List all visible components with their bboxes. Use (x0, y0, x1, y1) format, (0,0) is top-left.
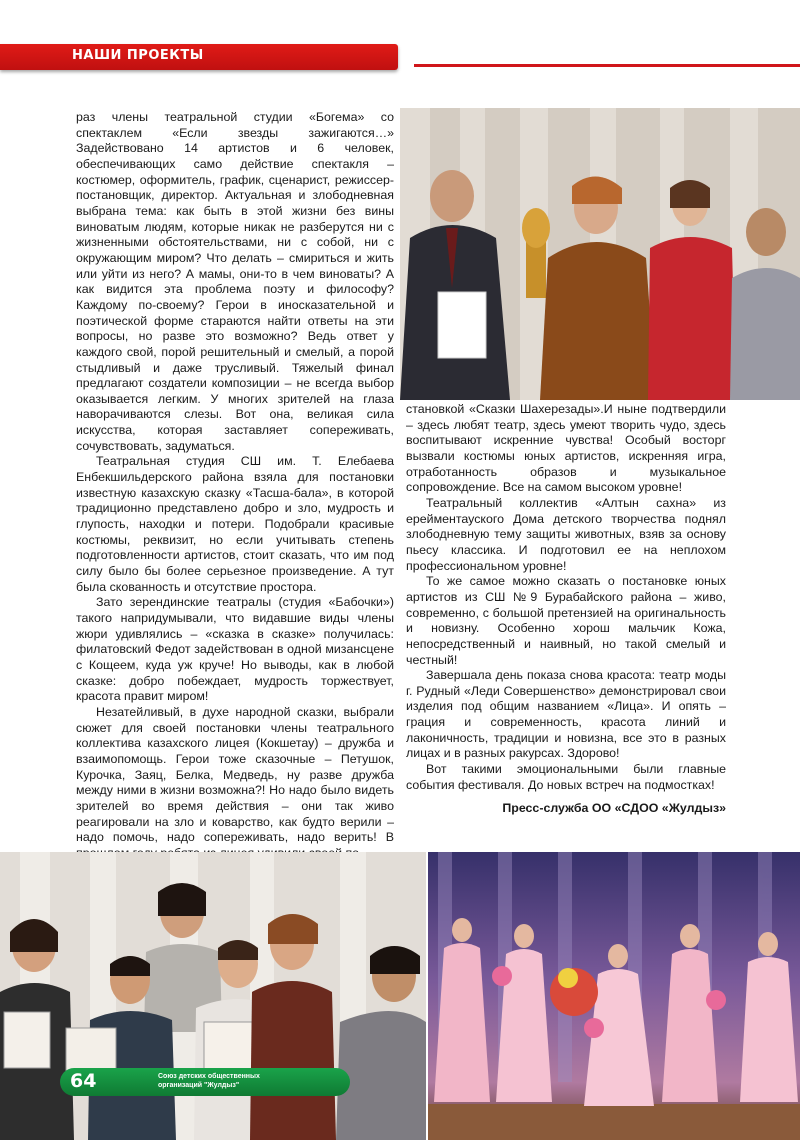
photo-award-ceremony (400, 108, 800, 400)
page-footer-badge (60, 1068, 350, 1096)
footer-org-name: Союз детских общественных организаций "Жулдыз" (158, 1073, 260, 1089)
header-rule (414, 64, 800, 67)
article-column-right (406, 402, 726, 817)
section-title: НАШИ ПРОЕКТЫ (72, 48, 204, 63)
paragraph: раз члены театральной студии «Богема» со спектаклем «Если звезды зажигаются…» Задействовано 14 артистов и 6 человек, обеспечивающих само действие спектакля – костюмер, оформитель, график, сценарист, режиссер-постановщик, директор. Актуальная и злободневная выбрана тема: как быть в этой жизни без вины виноватым людям, которые никак не разберутся ни с жизненными обстоятельствами, ни с собой, ни с окружающим миром? Что делать – смириться и жить или уйти из него? А мамы, они-то в чем виноваты? А как видится эта проблема поэту и философу? Каждому по-своему? Герои в иносказательной и поэтической форме стараются найти ответы на эти вопросы, но разве это возможно? Ведь ответ у каждого свой, порой решительный и смелый, а порой стыдливый и даже трусливый. Тяжелый финал предлагают создатели композиции – не всегда выбор оказывается легким. У многих зрителей на глаза наворачиваются слезы. Вот она, великая сила искусства, которая заставляет сопереживать, сочувствовать, задуматься. (76, 110, 394, 453)
paragraph: Театральная студия СШ им. Т. Елебаева Енбекшильдерского района взяла для постановки известную казахскую сказку «Тасша-бала», в которой традиционно представлено добро и зло, мудрость и глупость, находки и потери. Подобрали красивые костюмы, реквизит, но если учитывать степень подготовленности артистов, стоит сказать, что им под силу было бы более серьезное произведение. А тут была скованность и отсутствие простора. (76, 454, 394, 594)
article-column-left (76, 110, 394, 862)
paragraph: Театральный коллектив «Алтын сахна» из ерейментауского Дома детского творчества поднял злободневную тему защиты животных, взяв за основу пьесу классика. И подготовил ее на неплохом профессиональном уровне! (406, 495, 726, 573)
photo-children-certificates (0, 852, 426, 1140)
paragraph: То же самое можно сказать о постановке юных артистов из СШ №9 Бурабайского района – живо, современно, с большой претензией на оригинальность и новизну. Особенно хорош мальчик Кожа, непосредственный и наивный, но такой смелый и честный! (406, 574, 726, 667)
paragraph: Вот такими эмоциональными были главные события фестиваля. До новых встреч на подмостках! (406, 762, 726, 792)
article-signature: Пресс-служба ОО «СДОО «Жулдыз» (502, 801, 726, 816)
paragraph: Завершала день показа снова красота: театр моды г. Рудный «Леди Совершенство» демонстрировал свои изделия под общим названием «Лица». И опять – грация и современность, красота линий и лаконичность, традиции и новизна, все это в разных лицах и в разных ракурсах. Здорово! (406, 668, 726, 761)
paragraph: Зато зерендинские театралы (студия «Бабочки») такого напридумывали, что видавшие виды члены жюри удивлялись – «сказка в сказке» получилась: филатовский Федот задействован в одной мизансцене с Кощеем, куда уж круче! Но выводы, как в любой сказке: добро побеждает, мудрость торжествует, красота правит миром! (76, 595, 394, 704)
paragraph: Незатейливый, в духе народной сказки, выбрали сюжет для своей постановки члены театрального коллектива казахского лицея (Кокшетау) – дружба и взаимопомощь. Герои тоже сказочные – Петушок, Курочка, Заяц, Белка, Медведь, ну разве дружба между ними в жизни возможна?! Но надо было видеть зрителей во время действия – они так живо реагировали на зло и коварство, как будто верили – надо помочь, надо сопереживать, надо верить! В (76, 704, 394, 845)
page-number: 64 (70, 1070, 97, 1092)
photo-fashion-show (428, 852, 800, 1140)
paragraph: становкой «Сказки Шахерезады».И ныне подтвердили – здесь любят театр, здесь умеют творить чудо, здесь воспитывают искренние чувства! Особый восторг вызвали костюмы юных артистов, искренняя игра, отработанность образов и музыкальное сопровождение. Все на самом высоком уровне! (406, 402, 726, 495)
